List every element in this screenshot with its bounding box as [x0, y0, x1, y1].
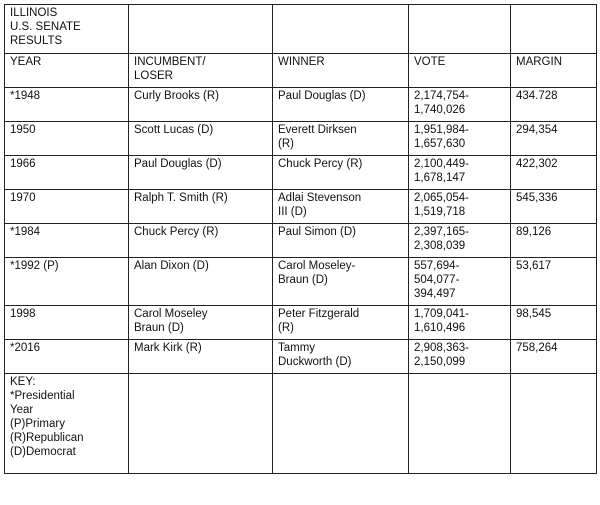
- year-cell: *2016: [5, 340, 129, 374]
- empty-cell: [409, 5, 511, 54]
- header-winner: WINNER: [273, 54, 409, 88]
- table-key-row: [5, 374, 597, 474]
- winner-cell: Peter Fitzgerald (R): [273, 306, 409, 340]
- empty-cell: [409, 374, 511, 474]
- year-cell: *1948: [5, 88, 129, 122]
- loser-cell: Ralph T. Smith (R): [129, 190, 273, 224]
- vote-cell: 2,100,449- 1,678,147: [409, 156, 511, 190]
- table-row: [5, 88, 597, 122]
- year-cell: *1992 (P): [5, 258, 129, 306]
- winner-cell: Paul Simon (D): [273, 224, 409, 258]
- header-margin: MARGIN: [511, 54, 597, 88]
- margin-cell: 98,545: [511, 306, 597, 340]
- loser-cell: Scott Lucas (D): [129, 122, 273, 156]
- header-incumbent-loser: INCUMBENT/ LOSER: [129, 54, 273, 88]
- margin-cell: 545,336: [511, 190, 597, 224]
- winner-cell: Everett Dirksen (R): [273, 122, 409, 156]
- winner-cell: Carol Moseley- Braun (D): [273, 258, 409, 306]
- year-cell: 1950: [5, 122, 129, 156]
- year-cell: 1966: [5, 156, 129, 190]
- vote-cell: 2,174,754- 1,740,026: [409, 88, 511, 122]
- vote-cell: 1,709,041- 1,610,496: [409, 306, 511, 340]
- table-row: [5, 190, 597, 224]
- loser-cell: Alan Dixon (D): [129, 258, 273, 306]
- table-row: [5, 340, 597, 374]
- winner-cell: Tammy Duckworth (D): [273, 340, 409, 374]
- loser-cell: Paul Douglas (D): [129, 156, 273, 190]
- loser-cell: Chuck Percy (R): [129, 224, 273, 258]
- empty-cell: [129, 5, 273, 54]
- table-row: [5, 224, 597, 258]
- winner-cell: Chuck Percy (R): [273, 156, 409, 190]
- year-cell: 1970: [5, 190, 129, 224]
- empty-cell: [129, 374, 273, 474]
- loser-cell: Carol Moseley Braun (D): [129, 306, 273, 340]
- table-row: [5, 306, 597, 340]
- table-key: KEY: *Presidential Year (P)Primary (R)Republican (D)Democrat: [5, 374, 129, 474]
- senate-results-table: [4, 4, 597, 474]
- margin-cell: 294,354: [511, 122, 597, 156]
- empty-cell: [511, 374, 597, 474]
- empty-cell: [273, 5, 409, 54]
- year-cell: *1984: [5, 224, 129, 258]
- table-row: [5, 122, 597, 156]
- vote-cell: 1,951,984- 1,657,630: [409, 122, 511, 156]
- margin-cell: 89,126: [511, 224, 597, 258]
- margin-cell: 53,617: [511, 258, 597, 306]
- winner-cell: Adlai Stevenson III (D): [273, 190, 409, 224]
- empty-cell: [511, 5, 597, 54]
- margin-cell: 422,302: [511, 156, 597, 190]
- table-title: ILLINOIS U.S. SENATE RESULTS: [5, 5, 129, 54]
- table-header-row: [5, 54, 597, 88]
- empty-cell: [273, 374, 409, 474]
- vote-cell: 2,065,054- 1,519,718: [409, 190, 511, 224]
- loser-cell: Curly Brooks (R): [129, 88, 273, 122]
- year-cell: 1998: [5, 306, 129, 340]
- table-row: [5, 258, 597, 306]
- loser-cell: Mark Kirk (R): [129, 340, 273, 374]
- margin-cell: 758,264: [511, 340, 597, 374]
- vote-cell: 2,397,165- 2,308,039: [409, 224, 511, 258]
- table-title-row: [5, 5, 597, 54]
- table-row: [5, 156, 597, 190]
- winner-cell: Paul Douglas (D): [273, 88, 409, 122]
- header-year: YEAR: [5, 54, 129, 88]
- vote-cell: 557,694- 504,077- 394,497: [409, 258, 511, 306]
- header-vote: VOTE: [409, 54, 511, 88]
- margin-cell: 434.728: [511, 88, 597, 122]
- vote-cell: 2,908,363- 2,150,099: [409, 340, 511, 374]
